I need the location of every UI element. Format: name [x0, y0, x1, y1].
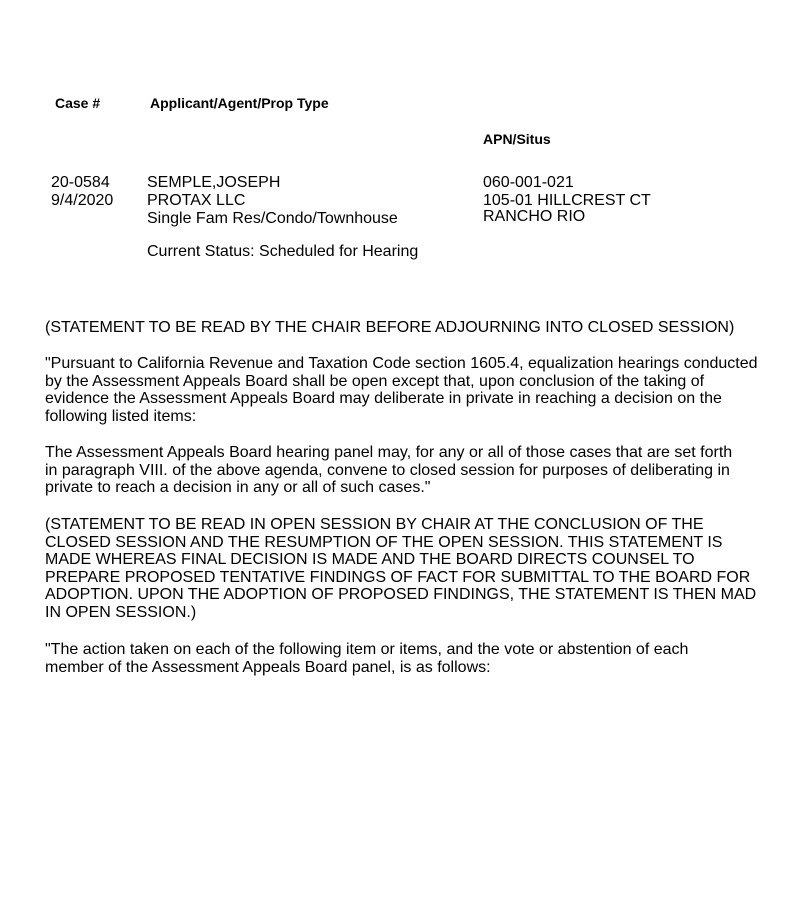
applicant-name: SEMPLE,JOSEPH: [147, 174, 281, 191]
text-line: following listed items:: [45, 407, 197, 425]
agent-name: PROTAX LLC: [147, 192, 246, 209]
text-line: IN OPEN SESSION.): [45, 603, 197, 621]
applicant-header: Applicant/Agent/Prop Type: [150, 95, 329, 111]
text-line: in paragraph VIII. of the above agenda, convene to closed session for purposes of deliberating in: [45, 461, 730, 479]
hearing-panel-paragraph: [45, 444, 780, 497]
current-status: Current Status: Scheduled for Hearing: [147, 243, 419, 260]
pursuant-paragraph: [45, 355, 780, 425]
action-taken-paragraph: [45, 641, 780, 676]
case-number-header: Case #: [55, 95, 101, 111]
text-line: The Assessment Appeals Board hearing panel may, for any or all of those cases that are set forth: [45, 444, 733, 461]
situs-address: 105-01 HILLCREST CT: [483, 192, 651, 209]
text-line: PREPARE PROPOSED TENTATIVE FINDINGS OF FACT FOR SUBMITTAL TO THE BOARD FOR: [45, 568, 751, 586]
text-line: (STATEMENT TO BE READ IN OPEN SESSION BY CHAIR AT THE CONCLUSION OF THE: [45, 516, 704, 533]
case-number: 20-0584: [51, 174, 110, 191]
text-line: member of the Assessment Appeals Board panel, is as follows:: [45, 658, 491, 676]
text-line: CLOSED SESSION AND THE RESUMPTION OF THE OPEN SESSION. THIS STATEMENT IS: [45, 533, 723, 551]
open-session-statement: [45, 516, 780, 622]
text-line: "Pursuant to California Revenue and Taxation Code section 1605.4, equalization hearings conducted: [45, 355, 758, 372]
apn-number: 060-001-021: [483, 174, 574, 191]
text-line: (STATEMENT TO BE READ BY THE CHAIR BEFORE ADJOURNING INTO CLOSED SESSION): [45, 319, 735, 336]
text-line: ADOPTION. UPON THE ADOPTION OF PROPOSED FINDINGS, THE STATEMENT IS THEN MAD: [45, 586, 757, 604]
property-type: Single Fam Res/Condo/Townhouse: [147, 210, 398, 227]
text-line: "The action taken on each of the following item or items, and the vote or abstention of each: [45, 641, 689, 658]
text-line: by the Assessment Appeals Board shall be open except that, upon conclusion of the taking of: [45, 372, 705, 390]
text-line: evidence the Assessment Appeals Board may deliberate in private in reaching a decision on the: [45, 390, 722, 408]
apn-situs-header: APN/Situs: [483, 131, 551, 147]
case-date: 9/4/2020: [51, 192, 114, 209]
text-line: MADE WHEREAS FINAL DECISION IS MADE AND THE BOARD DIRECTS COUNSEL TO: [45, 551, 695, 569]
text-line: private to reach a decision in any or all of such cases.": [45, 479, 431, 497]
situs-area: RANCHO RIO: [483, 208, 586, 225]
closed-session-statement-heading: [45, 319, 780, 337]
